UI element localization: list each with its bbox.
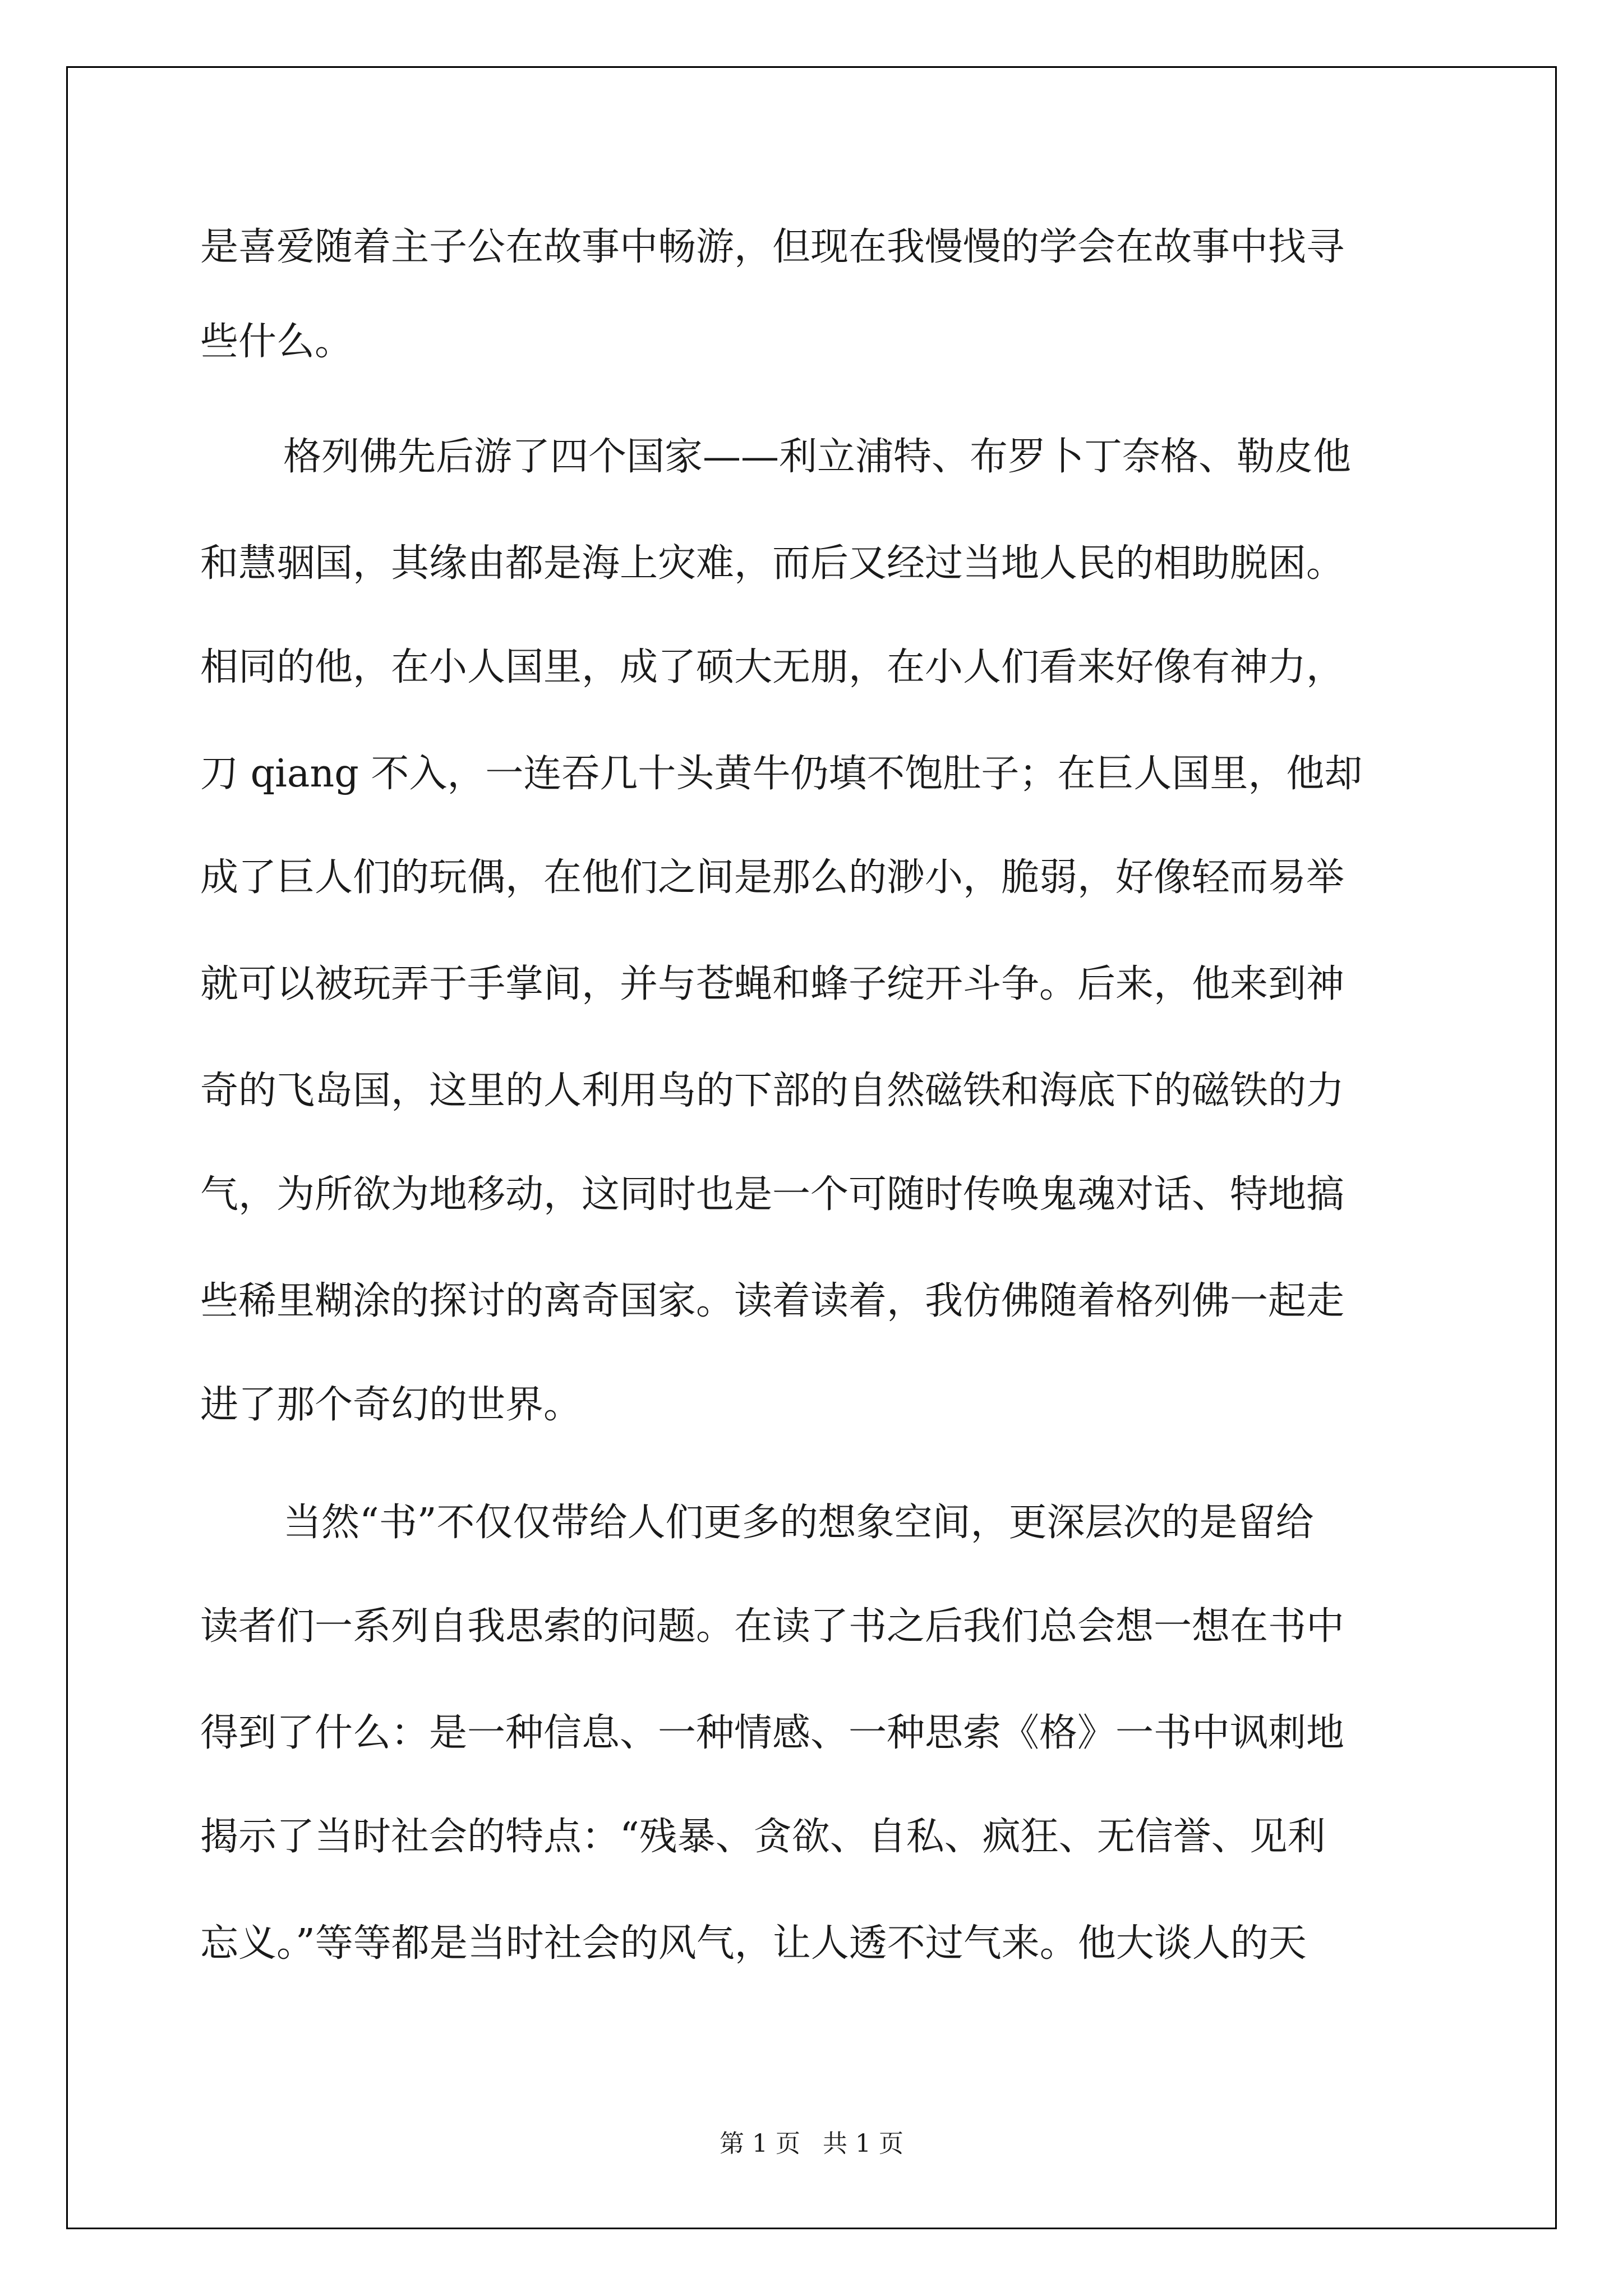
page-border	[66, 66, 1557, 2229]
text-line: 就可以被玩弄于手掌间，并与苍蝇和蜂子绽开斗争。后来，他来到神	[200, 962, 1345, 1006]
text-line: 当然“书”不仅仅带给人们更多的想象空间，更深层次的是留给	[283, 1501, 1314, 1545]
page-number: 第 1 页	[720, 2129, 800, 2158]
text-line: 刀 qiang 不入，一连吞几十头黄牛仍填不饱肚子；在巨人国里，他却	[200, 752, 1363, 796]
text-line: 忘义。”等等都是当时社会的风气，让人透不过气来。他大谈人的天	[200, 1921, 1307, 1966]
text-line: 揭示了当时社会的特点：“残暴、贪欲、自私、疯狂、无信誉、见利	[200, 1815, 1326, 1859]
text-line: 些什么。	[200, 320, 353, 364]
text-line: 格列佛先后游了四个国家——利立浦特、布罗卜丁奈格、勒皮他	[283, 435, 1352, 479]
text-line: 进了那个奇幻的世界。	[200, 1383, 582, 1427]
text-line: 和慧骃国，其缘由都是海上灾难，而后又经过当地人民的相助脱困。	[200, 541, 1345, 586]
text-line: 奇的飞岛国，这里的人利用鸟的下部的自然磁铁和海底下的磁铁的力	[200, 1069, 1345, 1113]
page-total: 共 1 页	[823, 2129, 903, 2158]
text-line: 相同的他，在小人国里，成了硕大无朋，在小人们看来好像有神力，	[200, 645, 1345, 689]
text-line: 些稀里糊涂的探讨的离奇国家。读着读着，我仿佛随着格列佛一起走	[200, 1279, 1345, 1323]
text-line: 得到了什么：是一种信息、一种情感、一种思索《格》一书中讽刺地	[200, 1711, 1345, 1755]
text-line: 是喜爱随着主子公在故事中畅游，但现在我慢慢的学会在故事中找寻	[200, 225, 1345, 269]
text-line: 成了巨人们的玩偶，在他们之间是那么的渺小，脆弱，好像轻而易举	[200, 855, 1345, 900]
text-line: 读者们一系列自我思索的问题。在读了书之后我们总会想一想在书中	[200, 1604, 1345, 1649]
page-footer	[0, 2128, 1623, 2160]
text-line: 气，为所欲为地移动，这同时也是一个可随时传唤鬼魂对话、特地搞	[200, 1172, 1345, 1217]
